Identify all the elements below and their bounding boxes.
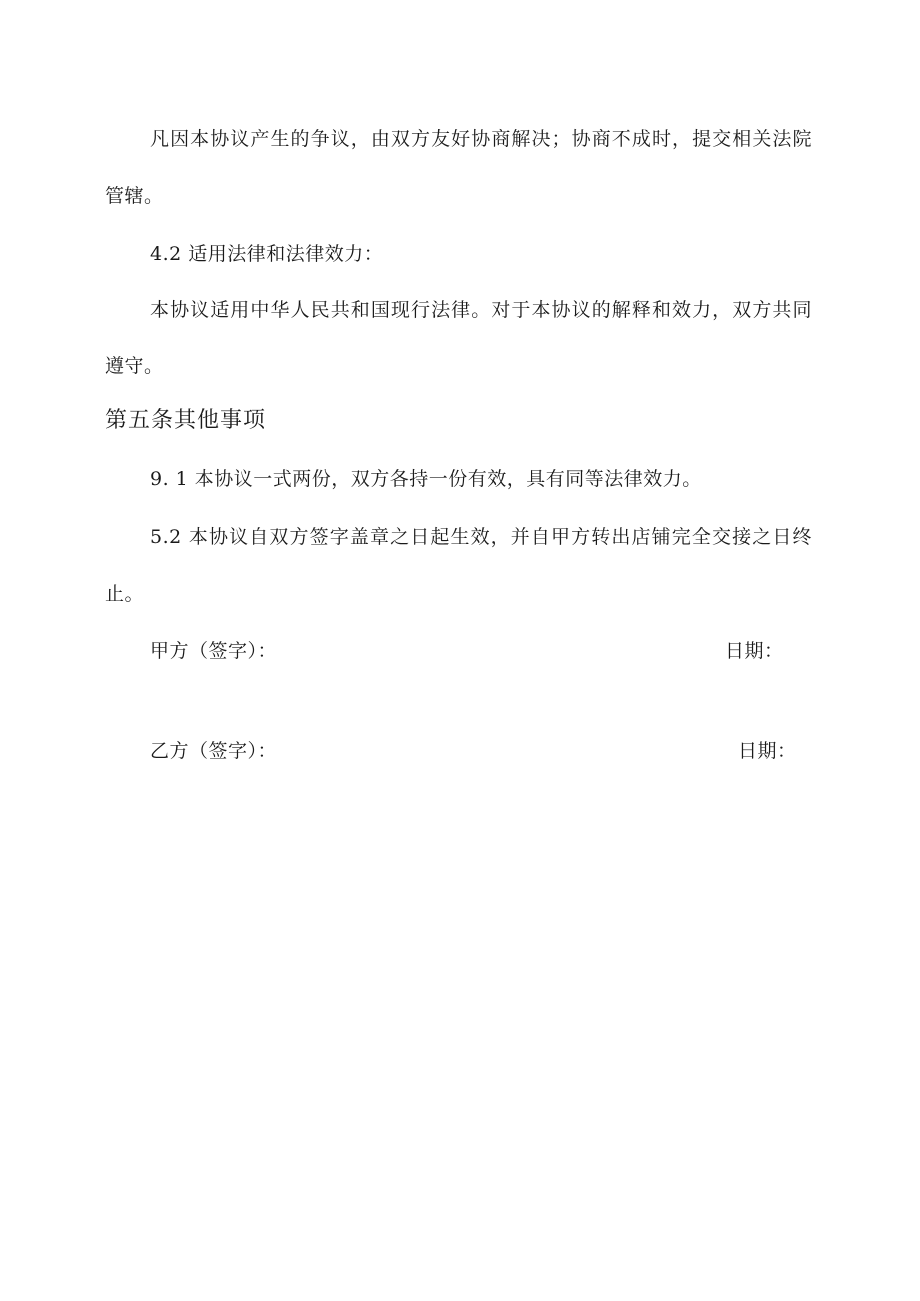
dispute-paragraph-line-1: 凡因本协议产生的争议，由双方友好协商解决；协商不成时，提交相关法院	[150, 128, 812, 150]
party-a-signature-label: 甲方（签字）：	[150, 640, 278, 662]
section-5-heading: 第五条其他事项	[105, 408, 267, 433]
clause-5-2-line-1: 5.2 本协议自双方签字盖章之日起生效，并自甲方转出店铺完全交接之日终	[150, 526, 812, 548]
dispute-paragraph-line-2: 管辖。	[105, 185, 164, 207]
applicable-law-paragraph-line-1: 本协议适用中华人民共和国现行法律。对于本协议的解释和效力，双方共同	[150, 299, 812, 321]
party-b-date-label: 日期：	[738, 740, 797, 762]
clause-5-1: 9. 1 本协议一式两份，双方各持一份有效，具有同等法律效力。	[150, 468, 702, 490]
party-a-date-label: 日期：	[725, 640, 784, 662]
clause-4-2-title: 4.2 适用法律和法律效力：	[150, 243, 384, 265]
party-b-signature-label: 乙方（签字）：	[150, 740, 278, 762]
applicable-law-paragraph-line-2: 遵守。	[105, 355, 164, 377]
clause-5-2-line-2: 止。	[105, 583, 145, 605]
